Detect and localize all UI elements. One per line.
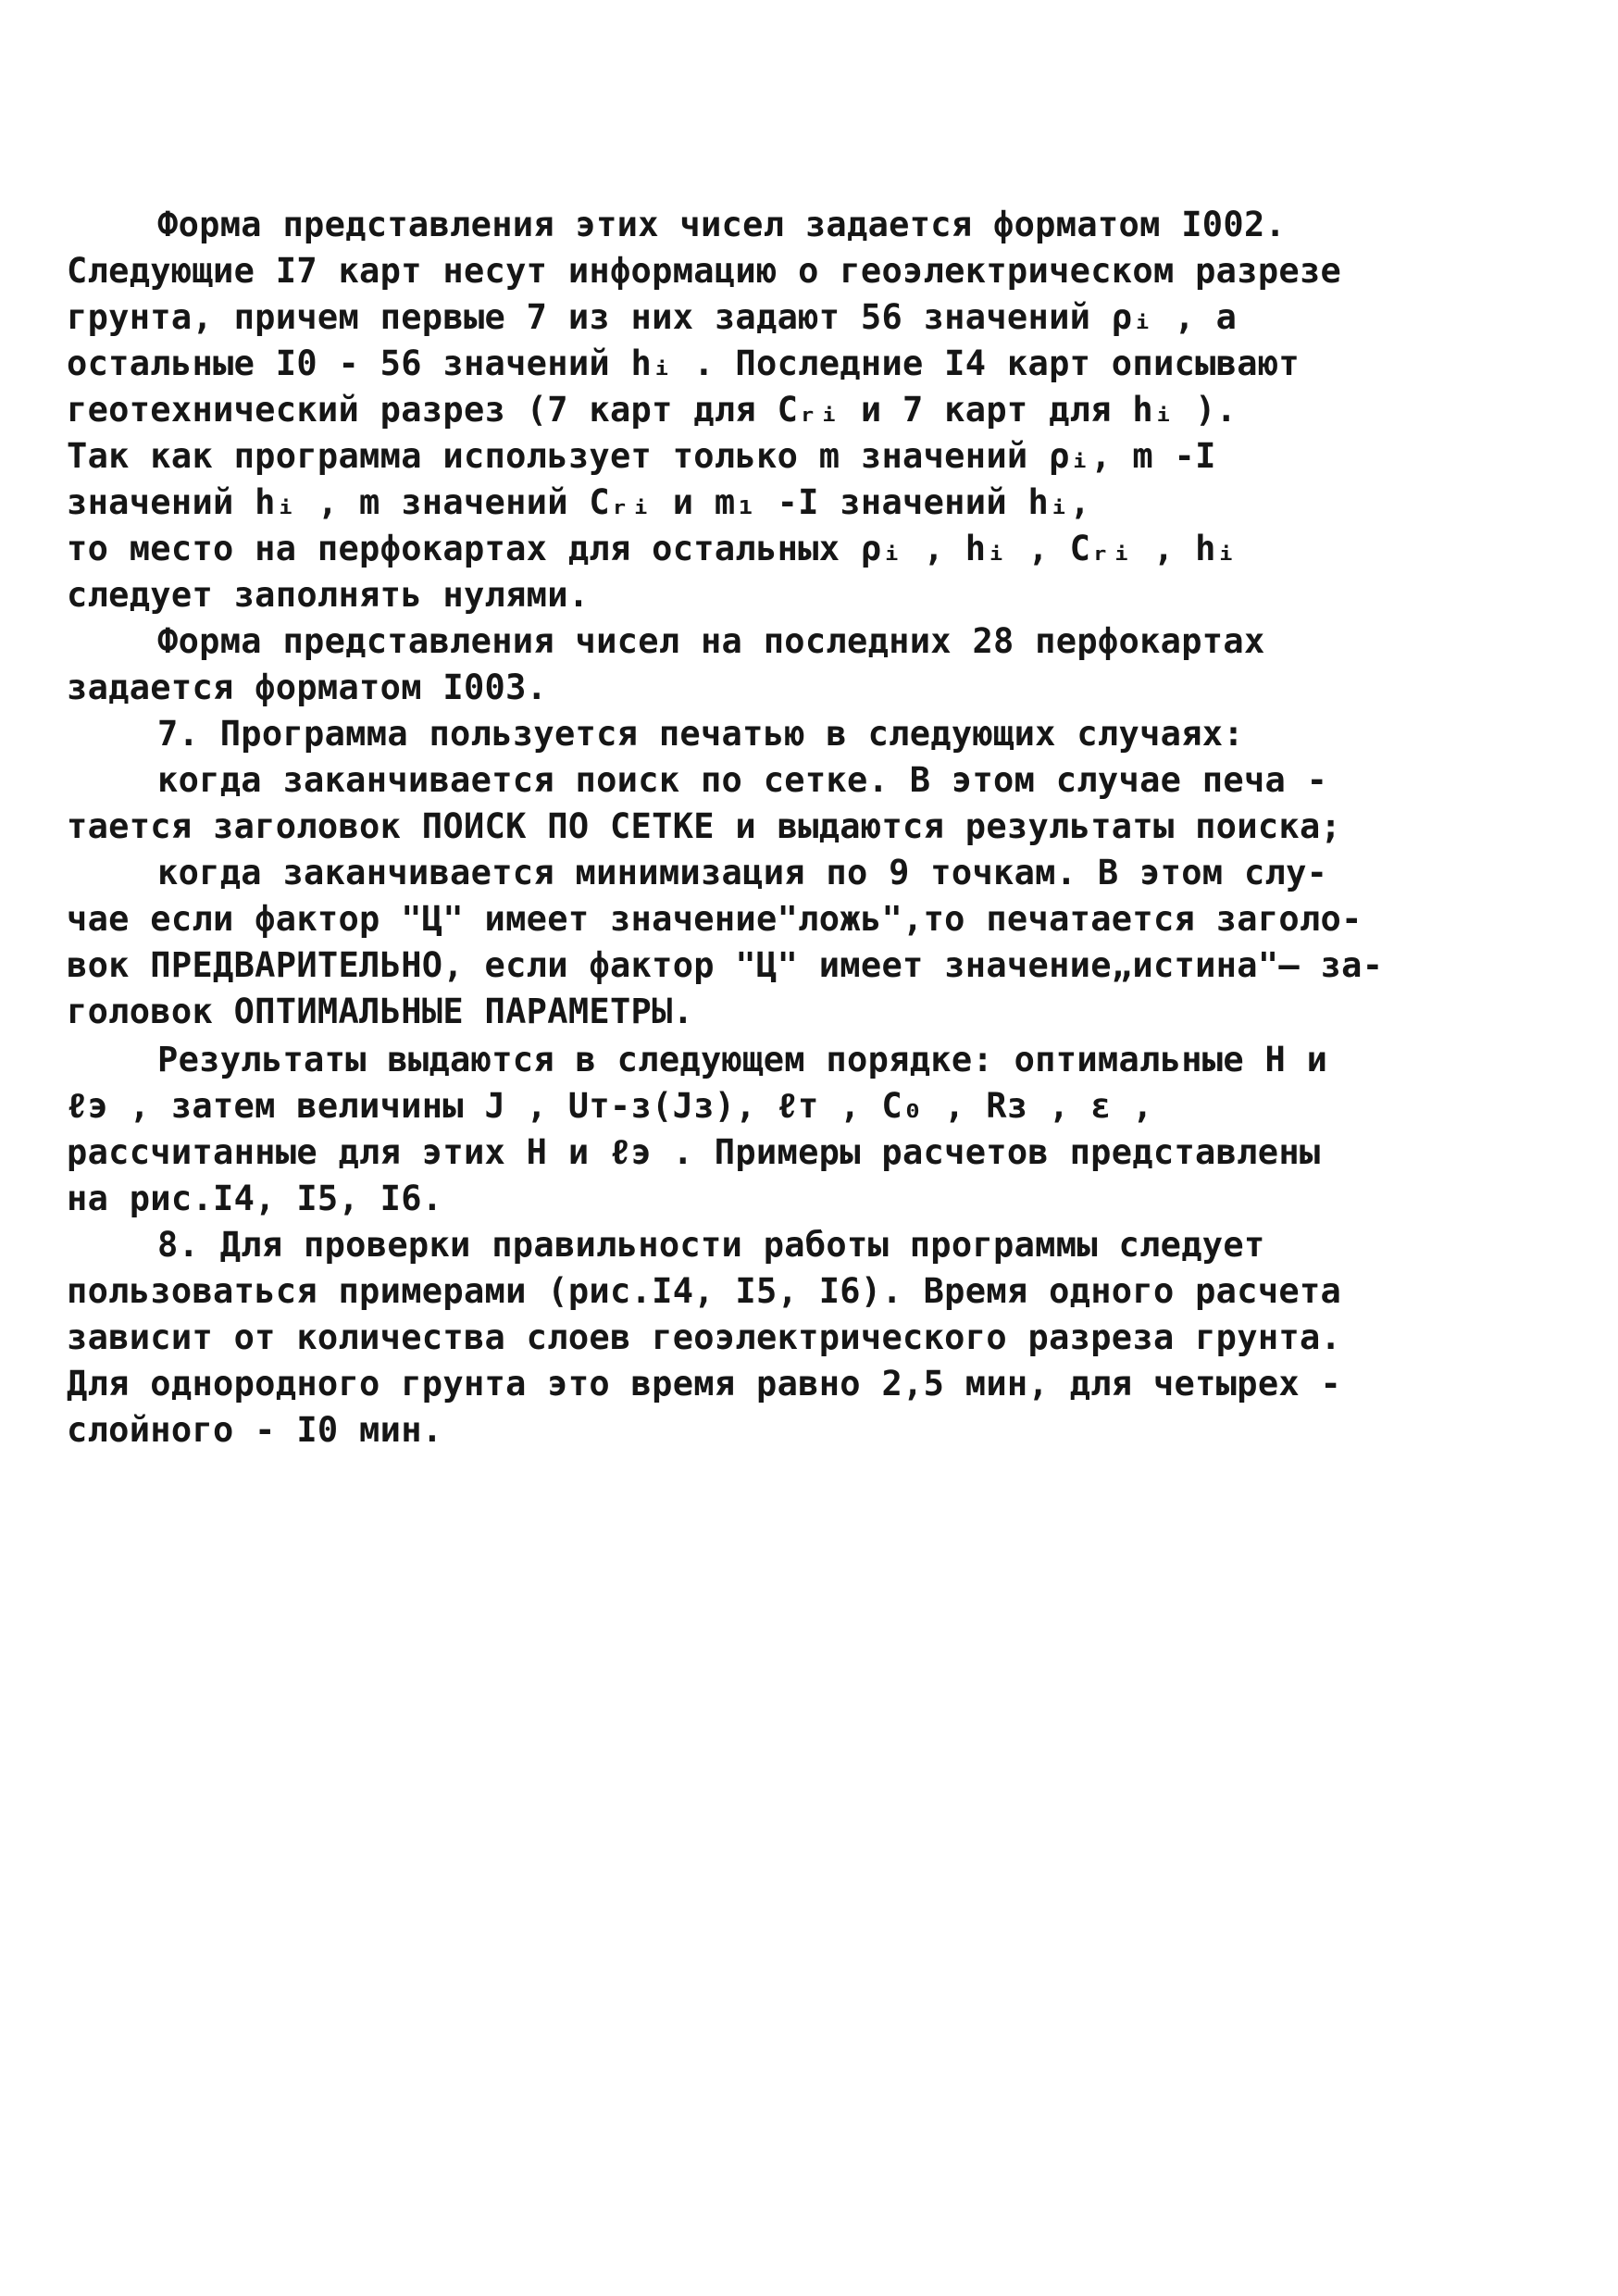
text-line: Для однородного грунта это время равно 2,5 мин, для четырех - xyxy=(67,1364,1342,1404)
text-line: пользоваться примерами (рис.I4, I5, I6). Время одного расчета xyxy=(67,1271,1342,1311)
text-line: когда заканчивается поиск по сетке. В этом случае печа - xyxy=(157,760,1328,800)
text-line: грунта, причем первые 7 из них задают 56 значений ρᵢ , а xyxy=(67,297,1238,337)
text-line: то место на перфокартах для остальных ρᵢ , hᵢ , Cᵣᵢ , hᵢ xyxy=(67,529,1238,568)
text-line: зависит от количества слоев геоэлектрического разреза грунта. xyxy=(67,1317,1342,1357)
text-line: рассчитанные для этих H и ℓэ . Примеры расчетов представлены xyxy=(67,1132,1321,1172)
text-line: головок ОПТИМАЛЬНЫЕ ПАРАМЕТРЫ. xyxy=(67,992,694,1031)
text-line: 8. Для проверки правильности работы программы следует xyxy=(157,1225,1265,1265)
text-line: вок ПРЕДВАРИТЕЛЬНО, если фактор "Ц" имеет значение„истина"– за- xyxy=(67,945,1384,985)
text-line: на рис.I4, I5, I6. xyxy=(67,1179,443,1218)
text-line: значений hᵢ , m значений Cᵣᵢ и m₁ -I значений hᵢ, xyxy=(67,482,1091,522)
text-line: Следующие I7 карт несут информацию о геоэлектрическом разрезе xyxy=(67,251,1342,291)
text-line: Результаты выдаются в следующем порядке: оптимальные H и xyxy=(157,1040,1328,1079)
text-line: остальные I0 - 56 значений hᵢ . Последние I4 карт описывают xyxy=(67,343,1300,383)
text-line: слойного - I0 мин. xyxy=(67,1410,443,1450)
text-line: тается заголовок ПОИСК ПО СЕТКЕ и выдаются результаты поиска; xyxy=(67,806,1342,846)
text-line: Форма представления этих чисел задается форматом I002. xyxy=(157,205,1287,244)
text-line: когда заканчивается минимизация по 9 точкам. В этом слу- xyxy=(157,853,1328,892)
text-line: Форма представления чисел на последних 28 перфокартах xyxy=(157,621,1265,661)
text-line: геотехнический разрез (7 карт для Cᵣᵢ и 7 карт для hᵢ ). xyxy=(67,390,1238,430)
text-line: задается форматом I003. xyxy=(67,668,548,707)
text-line: 7. Программа пользуется печатью в следующих случаях: xyxy=(157,714,1244,754)
text-line: чае если фактор "Ц" имеет значение"ложь",то печатается заголо- xyxy=(67,899,1363,939)
text-line: ℓэ , затем величины J , Uт-з(Jз), ℓт , C₀ , Rз , ε , xyxy=(67,1086,1153,1126)
text-line: Так как программа использует только m значений ρᵢ, m -I xyxy=(67,436,1216,476)
text-line: следует заполнять нулями. xyxy=(67,575,590,615)
